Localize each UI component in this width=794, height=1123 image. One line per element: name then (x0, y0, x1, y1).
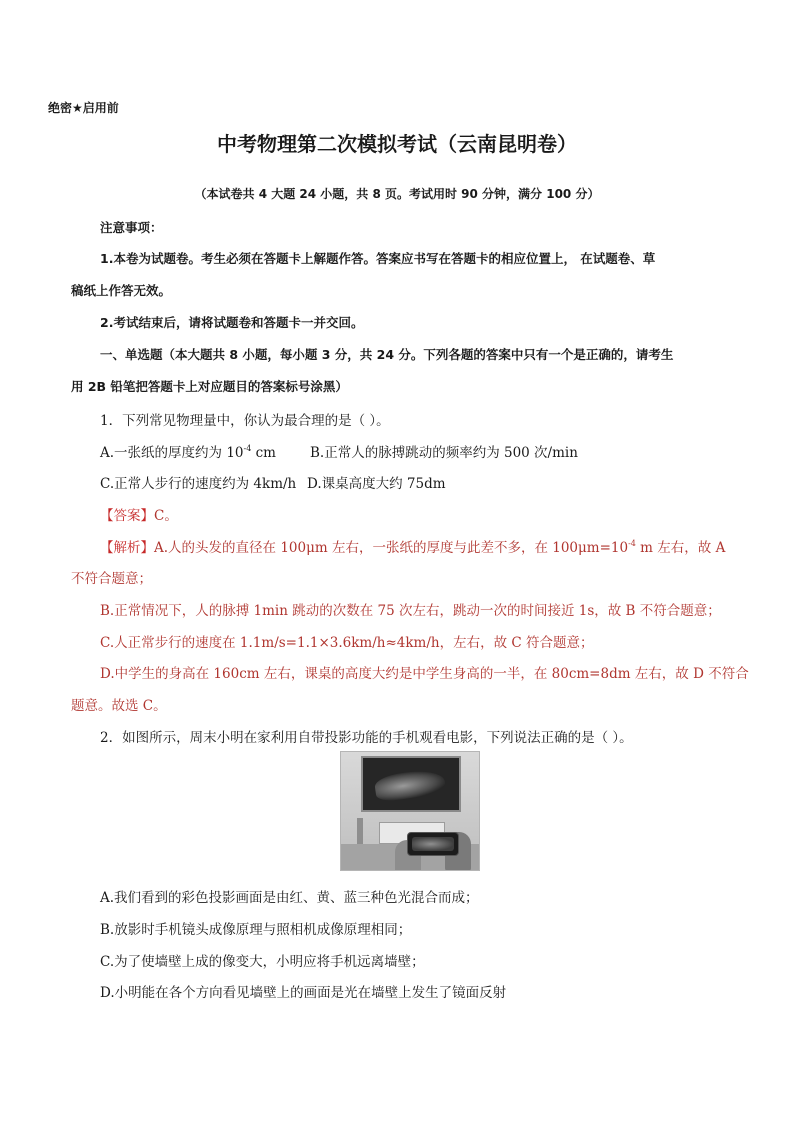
analysis-c: C.人正常步行的速度在 1.1m/s=1.1×3.6km/h≈4km/h，左右，故 C 符合题意； (100, 635, 594, 651)
answer-value: C。 (154, 508, 178, 524)
question-2-option-b: B.放影时手机镜头成像原理与照相机成像原理相同； (100, 922, 412, 938)
question-1-answer (100, 504, 178, 524)
notes-heading: 注意事项： (100, 220, 163, 235)
notes-item-1-line2: 稿纸上作答无效。 (71, 283, 172, 298)
phone (407, 832, 459, 856)
page-title: 中考物理第二次模拟考试（云南昆明卷） (217, 132, 577, 156)
question-1-option-b: B.正常人的脉搏跳动的频率约为 500 次/min (310, 445, 578, 461)
phone-screen (412, 837, 454, 851)
projected-screen (361, 756, 461, 812)
analysis-a-tail: m 左右，故 A (635, 540, 726, 556)
projected-car (374, 767, 447, 802)
analysis-b: B.正常情况下，人的脉搏 1min 跳动的次数在 75 次左右，跳动一次的时间接近 1s，故 B 不符合题意； (100, 603, 721, 619)
section-heading-line1: 一、单选题（本大题共 8 小题，每小题 3 分，共 24 分。下列各题的答案中只有一个是正确的，请考生 (100, 347, 674, 362)
question-1-option-d: D.课桌高度大约 75dm (307, 476, 446, 492)
floor-lamp (357, 818, 363, 846)
question-2-option-d: D.小明能在各个方向看见墙壁上的画面是光在墙壁上发生了镜面反射 (100, 985, 507, 1001)
question-2-option-c: C.为了使墙壁上成的像变大，小明应将手机远离墙壁； (100, 954, 425, 970)
question-2-stem: 2．如图所示，周末小明在家利用自带投影功能的手机观看电影，下列说法正确的是（ ）。 (100, 730, 633, 746)
analysis-d-line1: D.中学生的身高在 160cm 左右，课桌的高度大约是中学生身高的一半，在 80cm=8dm 左右，故 D 不符合 (100, 666, 749, 682)
analysis-line-1 (100, 536, 725, 556)
question-1-option-a (100, 441, 276, 461)
section-heading-line2: 用 2B 铅笔把答题卡上对应题目的答案标号涂黑） (71, 379, 348, 394)
phone-projection-image (340, 751, 480, 871)
analysis-d-line2: 题意。故选 C。 (71, 698, 167, 714)
analysis-tag: 【解析】 (100, 540, 154, 556)
option-a-text: A.一张纸的厚度约为 10 (100, 445, 244, 461)
notes-item-2: 2.考试结束后，请将试题卷和答题卡一并交回。 (100, 315, 364, 330)
question-2-option-a: A.我们看到的彩色投影画面是由红、黄、蓝三种色光混合而成； (100, 890, 479, 906)
page-subtitle: （本试卷共 4 大题 24 小题，共 8 页。考试用时 90 分钟，满分 100 分） (194, 187, 600, 201)
question-1-option-c: C.正常人步行的速度约为 4km/h (100, 476, 297, 492)
notes-item-1-line1: 1.本卷为试题卷。考生必须在答题卡上解题作答。答案应书写在答题卡的相应位置上， 在试题卷、草 (100, 251, 656, 266)
answer-tag: 【答案】 (100, 508, 154, 524)
option-a-exponent: -4 (243, 444, 252, 453)
option-a-unit: cm (251, 445, 276, 461)
question-1-stem: 1．下列常见物理量中，你认为最合理的是（ ）。 (100, 413, 390, 429)
analysis-line-2: 不符合题意； (71, 571, 152, 587)
secret-label: 绝密★启用前 (48, 101, 119, 115)
analysis-a-exponent: -4 (628, 539, 636, 548)
analysis-a-text: A.人的头发的直径在 100μm 左右，一张纸的厚度与此差不多，在 100μm=10 (154, 540, 629, 556)
